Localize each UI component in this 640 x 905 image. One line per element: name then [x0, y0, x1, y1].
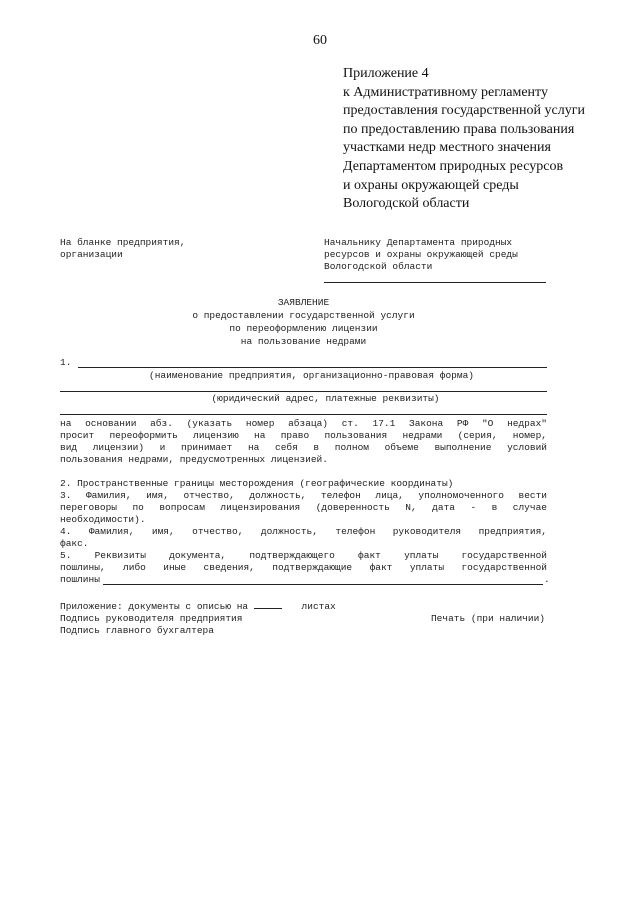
- letterhead-note: [60, 237, 185, 261]
- appendix-line: по предоставлению права пользования: [343, 121, 575, 137]
- numbered-items: [60, 478, 550, 586]
- addressee-line: Вологодской области: [324, 261, 433, 272]
- stamp-label: Печать (при наличии): [430, 613, 545, 624]
- title-line: на пользование недрами: [240, 336, 367, 347]
- item-5-line: 5. Реквизиты документа, подтверждающего факт уплаты государственной: [60, 550, 547, 561]
- item-5-line: пошлины, либо иные сведения, подтверждающие факт уплаты государственной: [60, 562, 547, 573]
- addressee-line: ресурсов и охраны окружающей среды: [324, 249, 518, 260]
- item-4-line: 4. Фамилия, имя, отчество, должность, телефон руководителя предприятия,: [60, 526, 547, 537]
- paragraph-line: на основании абз. (указать номер абзаца) ст. 17.1 Закона РФ "О недрах": [60, 418, 547, 429]
- appendix-line: и охраны окружающей среды: [343, 177, 519, 193]
- item-1-caption-name: (наименование предприятия, организационно-правовая форма): [149, 370, 474, 381]
- item-1-fill-line: [78, 367, 547, 368]
- basis-paragraph: [60, 418, 547, 466]
- appendix-line: предоставления государственной услуги: [343, 103, 585, 119]
- item-4-line: факс.: [60, 538, 89, 549]
- item-5-fill-line: [103, 584, 543, 585]
- item-1-fill-line-3: [60, 414, 547, 415]
- item-5-line: пошлины: [60, 574, 100, 585]
- statement-title: [60, 296, 547, 348]
- appendix-line: Департаментом природных ресурсов: [343, 158, 564, 174]
- item-5-period: .: [544, 574, 550, 585]
- attachment-prefix: Приложение: документы с описью на: [60, 601, 249, 612]
- title-line: по переоформлению лицензии: [229, 323, 378, 334]
- paragraph-line: вид лицензии) и принимает на себя в полном объеме выполнение условий: [60, 442, 547, 453]
- paragraph-line: просит переоформить лицензию на право пользования недрами (серия, номер,: [60, 430, 547, 441]
- title-line: ЗАЯВЛЕНИЕ: [277, 297, 330, 308]
- signature-block: [60, 599, 547, 637]
- appendix-header: [343, 65, 633, 214]
- item-3-line: необходимости).: [60, 514, 146, 525]
- attachment-suffix: листах: [301, 601, 336, 612]
- item-3-line: 3. Фамилия, имя, отчество, должность, телефон лица, уполномоченного вести: [60, 490, 547, 501]
- addressee-block: [324, 237, 546, 283]
- sheet-count-blank: [254, 599, 282, 609]
- paragraph-line: пользования недрами, предусмотренных лицензией.: [60, 454, 328, 465]
- appendix-line: участками недр местного значения: [343, 140, 551, 156]
- item-3-line: переговоры по вопросам лицензирования (доверенность N, дата - в случае: [60, 502, 547, 513]
- appendix-line: к Административному регламенту: [343, 84, 548, 100]
- item-1: [60, 357, 547, 415]
- appendix-line: Приложение 4: [343, 66, 429, 81]
- title-line: о предоставлении государственной услуги: [192, 310, 415, 321]
- page-number: 60: [313, 33, 327, 48]
- item-2-line: 2. Пространственные границы месторождения (географические координаты): [60, 478, 454, 489]
- item-1-number: 1.: [60, 357, 72, 368]
- addressee-signature-line: [324, 282, 546, 283]
- letterhead-line: организации: [60, 249, 123, 260]
- signature-head-label: Подпись руководителя предприятия: [60, 613, 243, 624]
- item-1-caption-address: (юридический адрес, платежные реквизиты): [211, 393, 440, 404]
- letterhead-line: На бланке предприятия,: [60, 237, 186, 248]
- appendix-line: Вологодской области: [343, 196, 470, 212]
- item-1-fill-line-2: [60, 391, 547, 392]
- addressee-line: Начальнику Департамента природных: [324, 237, 513, 248]
- signature-accountant-label: Подпись главного бухгалтера: [60, 625, 214, 636]
